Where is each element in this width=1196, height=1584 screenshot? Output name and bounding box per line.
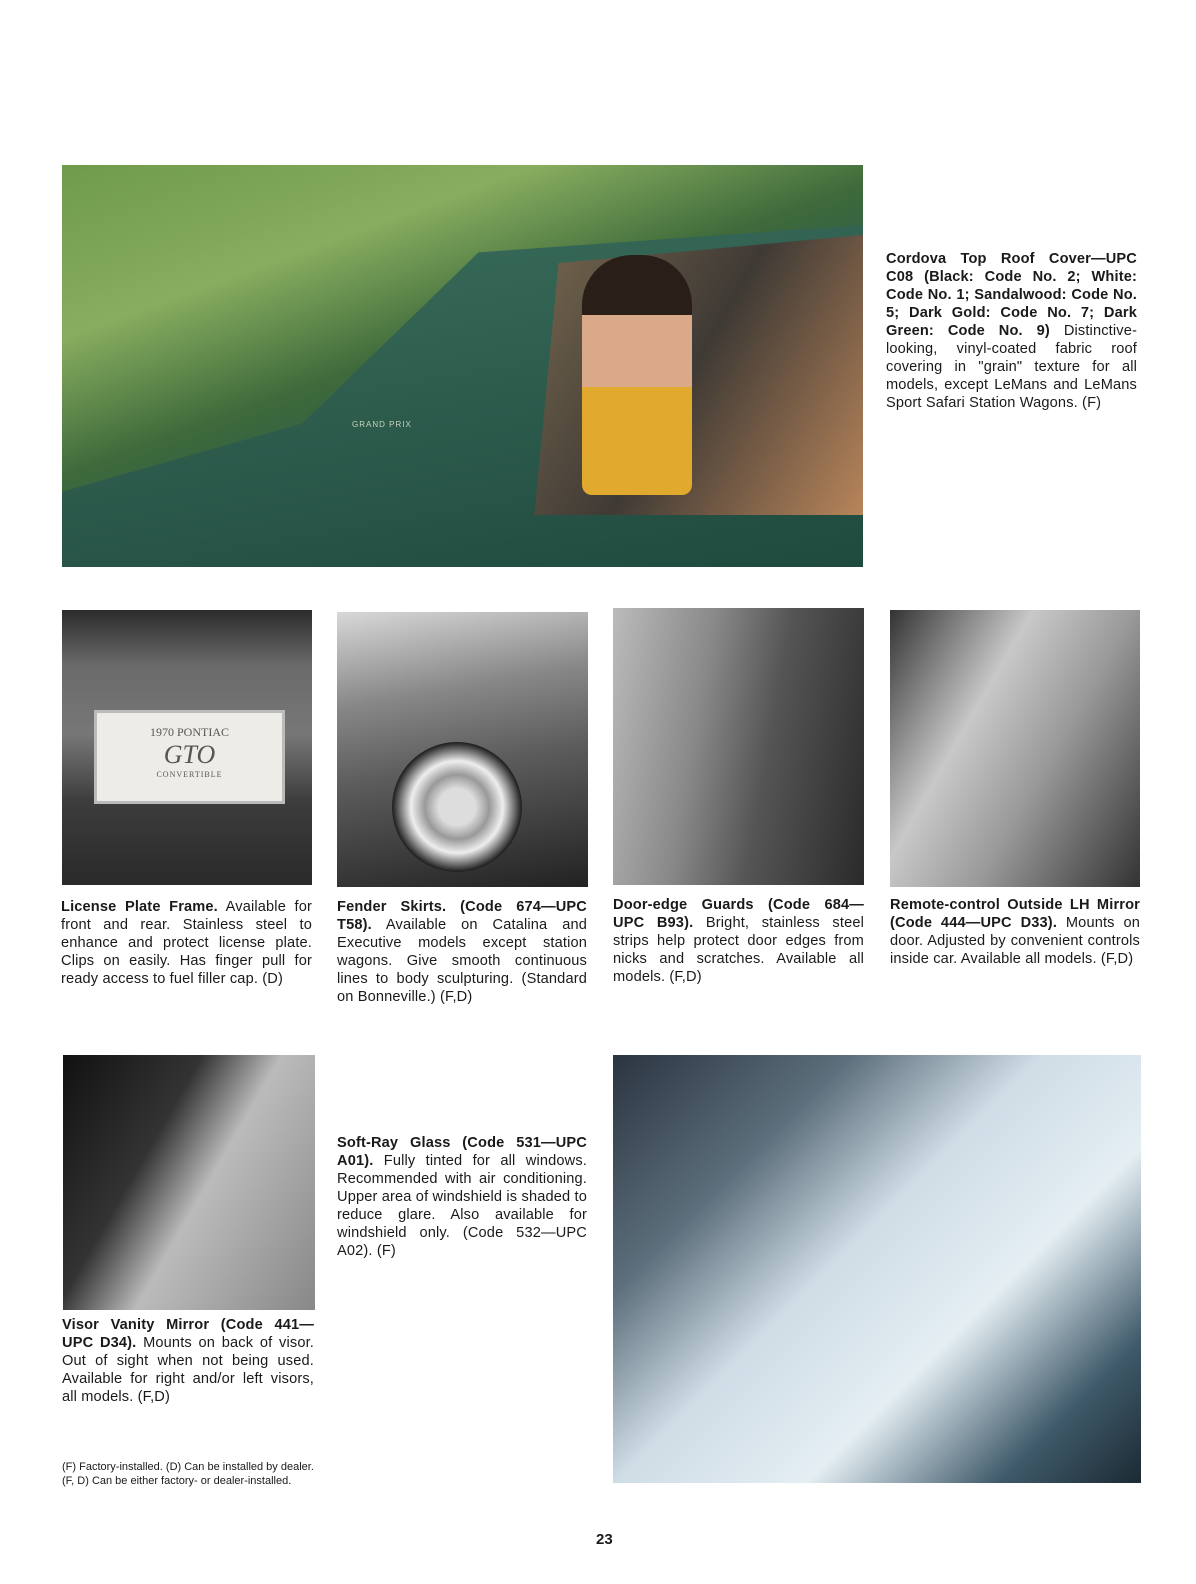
footnote-line-1: (F) Factory-installed. (D) Can be installed by dealer. [62,1461,314,1473]
license-plate [94,710,285,804]
caption-title: License Plate Frame. [61,899,218,915]
caption-license-plate-frame [61,898,312,988]
caption-title: Visor Vanity Mirror (Code 441—UPC D34). [62,1317,314,1351]
caption-title: Remote-control Outside LH Mirror (Code 444—UPC D33). [890,897,1140,931]
caption-title: Door-edge Guards (Code 684—UPC B93). [613,897,864,931]
caption-body: Mounts on door. Adjusted by convenient controls inside car. Available all models. (F,D) [890,915,1141,967]
door-edge-guards-photo [613,608,864,885]
caption-title: Fender Skirts. (Code 674—UPC T58). [337,899,587,933]
plate-line-2: GTO [163,740,216,769]
footnote [62,1460,314,1488]
caption-door-edge-guards [613,896,864,986]
plate-line-1: 1970 PONTIAC [149,725,229,739]
fender-skirts-photo [337,612,588,887]
caption-body: Available for front and rear. Stainless steel to enhance and protect license plate. Clips on easily. Has finger pull for ready access to fuel filler cap. (D) [61,899,312,987]
footnote-line-2: (F, D) Can be either factory- or dealer-installed. [62,1475,292,1487]
caption-body: Available on Catalina and Executive models except station wagons. Give smooth continuous lines to body sculpturing. (Standard on Bonneville.) (F,D) [337,917,587,1005]
remote-mirror-photo [890,610,1140,887]
caption-fender-skirts [337,898,587,1006]
caption-body: Mounts on back of visor. Out of sight when not being used. Available for right and/or left visors, all models. (F,D) [62,1335,314,1405]
caption-remote-mirror [890,896,1140,968]
woman-in-window [582,255,692,495]
license-plate-frame-photo [62,610,312,885]
soft-ray-glass-photo [613,1055,1141,1483]
caption-cordova-top [886,250,1137,412]
page-number: 23 [596,1531,613,1548]
caption-body: Fully tinted for all windows. Recommended with air conditioning. Upper area of windshield is shaded to reduce glare. Also available for windshield only. (Code 532—UPC A02). (F) [337,1153,587,1259]
caption-body: Bright, stainless steel strips help protect door edges from nicks and scratches. Available all models. (F,D) [613,915,865,985]
grand-prix-roof-photo [62,165,863,567]
caption-title: Soft-Ray Glass (Code 531—UPC A01). [337,1135,587,1169]
grand-prix-badge: GRAND PRIX [352,420,412,429]
caption-body: Distinctive-looking, vinyl-coated fabric roof covering in "grain" texture for all models, except LeMans and LeMans Sport Safari Station Wagons. (F) [886,323,1137,411]
visor-vanity-mirror-photo [63,1055,315,1310]
caption-soft-ray-glass [337,1134,587,1260]
caption-visor-vanity-mirror [62,1316,314,1406]
caption-title: Cordova Top Roof Cover—UPC C08 (Black: Code No. 2; White: Code No. 1; Sandalwood: Code No. 5; Dark Gold: Code No. 7; Dark Green: Code No. 9) [886,251,1137,339]
wheel-hubcap [392,742,522,872]
plate-line-3: CONVERTIBLE [156,770,223,779]
